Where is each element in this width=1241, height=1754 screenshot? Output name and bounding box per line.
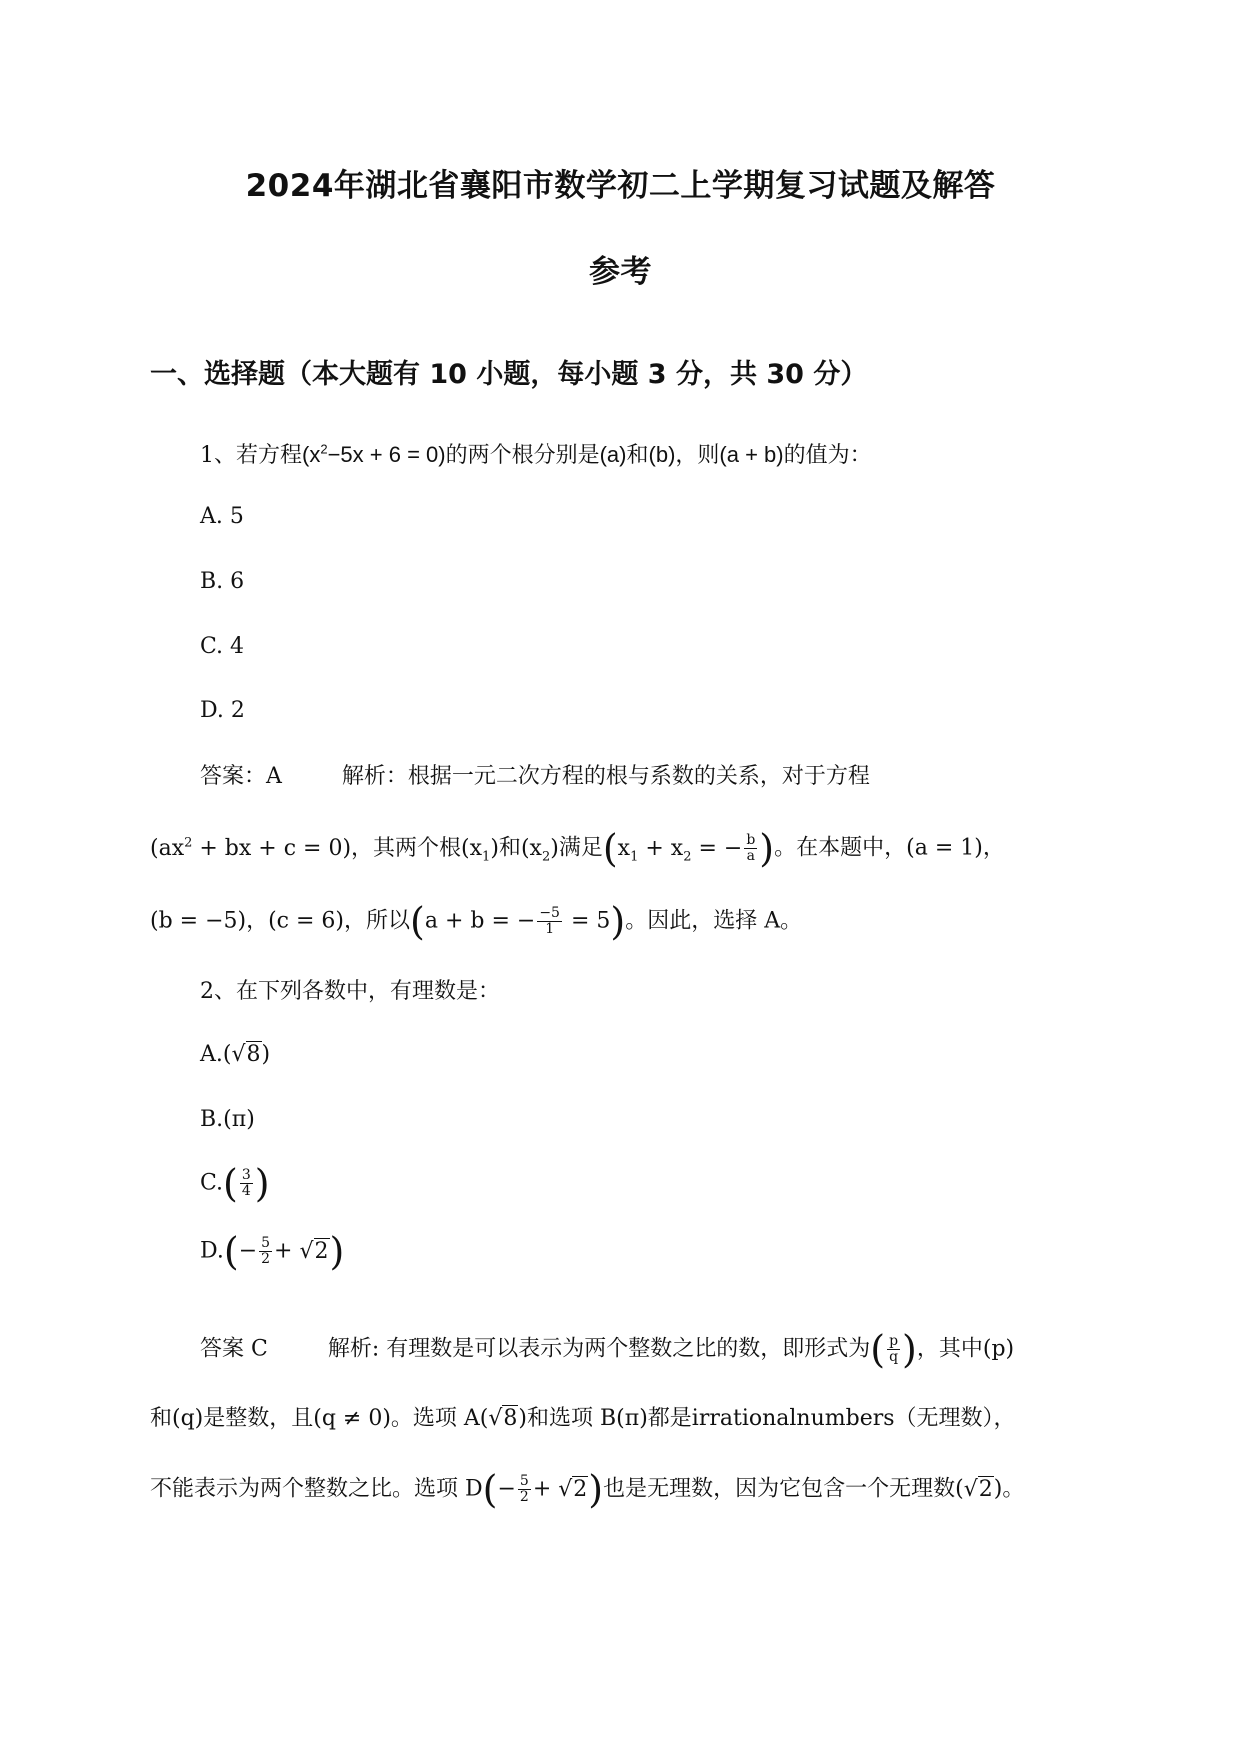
q1-answer-line: [200, 762, 870, 792]
document-title-line2: 参考: [589, 254, 652, 290]
q1-option-a: A. 5: [200, 504, 244, 529]
q1-option-b: B. 6: [200, 569, 245, 594]
q1-explanation: 解析：根据一元二次方程的根与系数的关系，对于方程: [341, 764, 870, 789]
q2-option-d: D.(− $\frac{5}{2}$ + √2): [200, 1229, 345, 1274]
q2-explanation-line2: 和(q)是整数，且(q ≠ 0)。选项 A(√8)和选项 B(π)都是irrationalnumbers（无理数），: [150, 1406, 1016, 1431]
q2-answer: 答案 C: [200, 1336, 268, 1362]
fraction-minus5-over-1: $\frac{-5}{1}$: [539, 905, 560, 937]
q2-option-b: B.(π): [200, 1107, 255, 1132]
fraction-b-over-a: $\frac{b}{a}$: [746, 832, 756, 864]
q2-answer-line: 答案 C 解析: 有理数是可以表示为两个整数之比的数，即形式为( $\frac{p}{q}$ )，其中(p): [200, 1327, 1015, 1372]
q1-option-c: C. 4: [200, 634, 245, 659]
section-heading-choice: 一、选择题（本大题有 10 小题，每小题 3 分，共 30 分）: [150, 359, 868, 390]
q2-option-a: A.(√8): [200, 1042, 271, 1067]
fraction-p-over-q: $\frac{p}{q}$: [889, 1333, 899, 1365]
question-1: 1、若方程$(x^2-5x + 6 = 0)$的两个根分别是(a)和(b)，则(a + b)的值为：: [200, 441, 872, 468]
q2-explanation-line3: 不能表示为两个整数之比。选项 D(− $\frac{5}{2}$ + √2)也是无理数，因为它包含一个无理数(√2)。: [150, 1467, 1025, 1512]
q2-option-c: C.( $\frac{3}{4}$ ): [200, 1161, 270, 1206]
question-2: 2、在下列各数中，有理数是：: [200, 979, 500, 1004]
fraction-3-over-4: $\frac{3}{4}$: [241, 1167, 251, 1199]
q1-explanation-line2: ($ax^2$ + bx + c = 0)，其两个根$(x_1)$和$(x_2)$满足($x_1 + x_2$ = − $\frac{b}{a}$ )。在本题中，(a = 1)，: [150, 826, 1005, 871]
sqrt-symbol: √8: [231, 1042, 261, 1067]
q1-explanation-line3: (b = −5)，(c = 6)，所以(a + b = − $\frac{-5}{1}$ = 5)。因此，选择 A。: [150, 899, 803, 944]
fraction-5-over-2: $\frac{5}{2}$: [261, 1235, 271, 1267]
q1-option-d: D. 2: [200, 698, 245, 723]
document-title-line1: 2024年湖北省襄阳市数学初二上学期复习试题及解答: [245, 168, 996, 204]
q1-answer: 答案：A: [200, 764, 282, 789]
